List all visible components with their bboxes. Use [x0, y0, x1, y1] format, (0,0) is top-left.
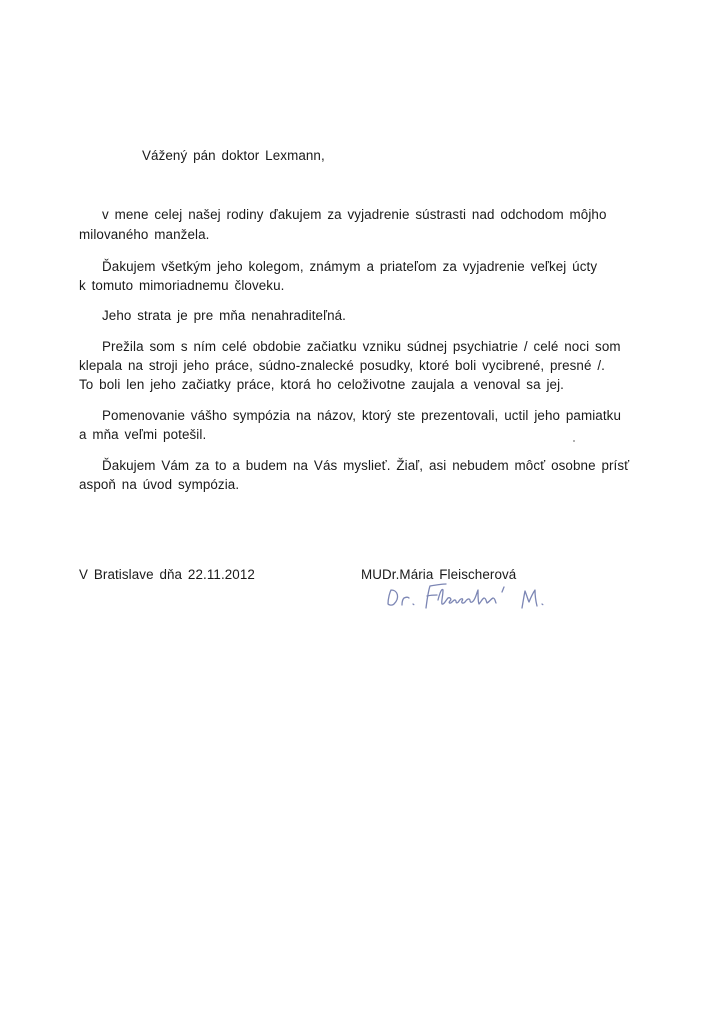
paragraph-4-line-3: To boli len jeho začiatky práce, ktorá ho celoživotne zaujala a venoval sa jej. — [79, 377, 564, 392]
paragraph-6-line-1: Ďakujem Vám za to a budem na Vás myslieť. Žiaľ, asi nebudem môcť osobne prísť — [102, 458, 630, 473]
paragraph-5-line-2: a mňa veľmi potešil. — [79, 427, 207, 442]
paragraph-1-line-1: v mene celej našej rodiny ďakujem za vyjadrenie sústrasti nad odchodom môjho — [102, 207, 607, 222]
signature-strokes — [388, 584, 543, 608]
paragraph-6-line-2: aspoň na úvod sympózia. — [79, 477, 240, 492]
salutation: Vážený pán doktor Lexmann, — [142, 148, 325, 163]
paragraph-5-line-1: Pomenovanie vášho sympózia na názov, ktorý ste prezentovali, uctil jeho pamiatku — [102, 408, 621, 423]
handwritten-signature — [382, 578, 562, 618]
paragraph-2-line-2: k tomuto mimoriadnemu človeku. — [79, 278, 285, 293]
paragraph-3-line-1: Jeho strata je pre mňa nenahraditeľná. — [102, 308, 347, 323]
signature-scribble — [382, 578, 562, 618]
paragraph-4-line-1: Prežila som s ním celé obdobie začiatku vzniku súdnej psychiatrie / celé noci som — [102, 339, 621, 354]
place-and-date: V Bratislave dňa 22.11.2012 — [79, 567, 255, 582]
paragraph-1-line-2: milovaného manžela. — [79, 227, 210, 242]
paper-speck — [573, 440, 575, 442]
paragraph-2-line-1: Ďakujem všetkým jeho kolegom, známym a priateľom za vyjadrenie veľkej úcty — [102, 259, 598, 274]
sender-name: MUDr.Mária Fleischerová — [361, 567, 517, 582]
paragraph-4-line-2: klepala na stroji jeho práce, súdno-znalecké posudky, ktoré boli vycibrené, presné /. — [79, 358, 605, 373]
